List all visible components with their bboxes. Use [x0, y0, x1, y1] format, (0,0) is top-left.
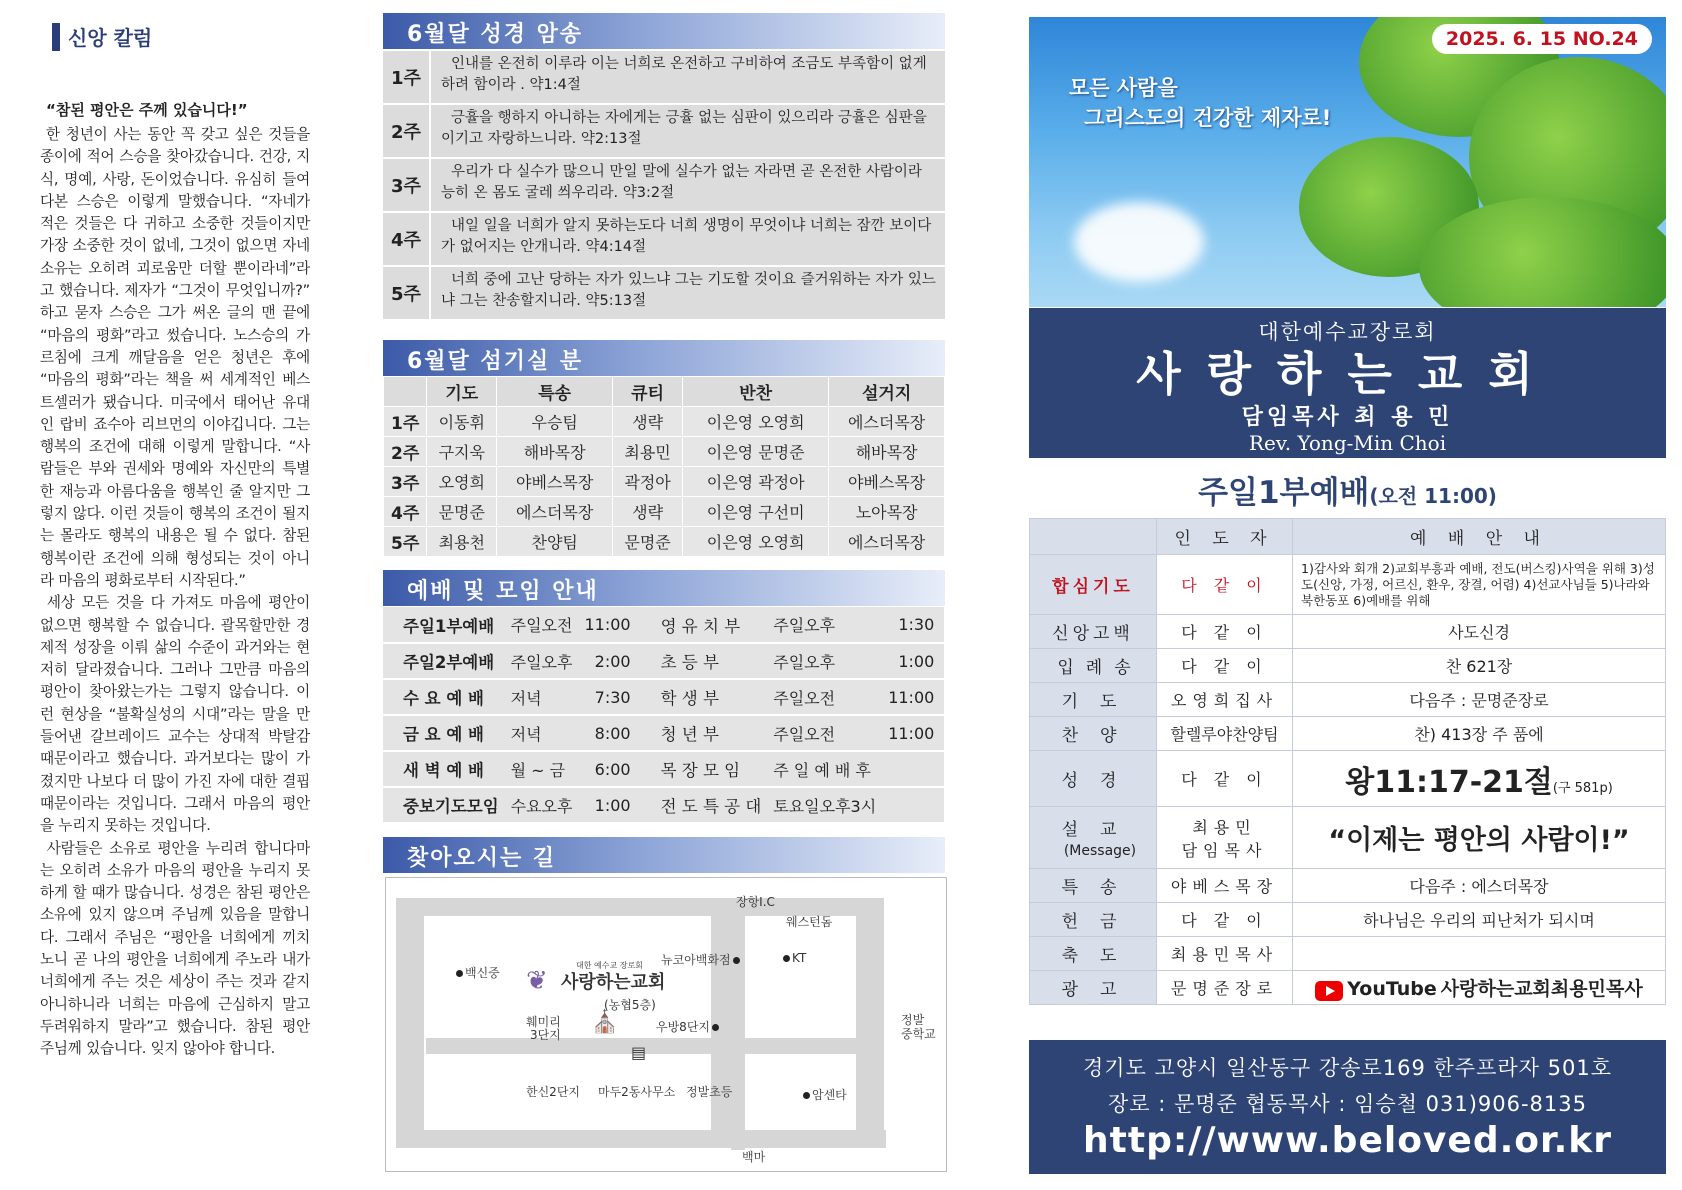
map-label-ubang: 우방8단지: [656, 1018, 721, 1035]
duty-week: 5주: [384, 527, 427, 557]
duty-cell: 해바목장: [497, 437, 613, 467]
directions-header: 찾아오시는 길: [383, 837, 945, 873]
cloud: [1074, 202, 1204, 282]
faith-column: [40, 22, 310, 1060]
order-item: [1030, 751, 1157, 807]
meeting-time: 1:00: [882, 643, 944, 679]
meeting-time: 1:30: [882, 607, 944, 643]
order-guide-text: 찬) 413장 주 품에: [1414, 725, 1544, 744]
duty-cell: 구지욱: [427, 437, 497, 467]
duty-cell: 해바목장: [829, 437, 945, 467]
map-label-madu: 마두2동사무소: [598, 1085, 676, 1099]
duty-table-header: [384, 377, 945, 407]
meeting-time: 11:00: [578, 607, 640, 643]
meeting-day: 주일오전: [505, 607, 579, 643]
slogan-line2: 그리스도의 건강한 제자로!: [1084, 106, 1332, 130]
duty-table: [383, 376, 945, 557]
column-header-label: 신앙 칼럼: [68, 26, 153, 50]
verse-text: 우리가 다 실수가 많으니 만일 말에 실수가 없는 자라면 곧 온전한 사람이라 능히 온 몸도 굴레 씌우리라. 약3:2절: [441, 164, 922, 201]
road: [856, 898, 884, 1148]
staff-contact: 장로 : 문명준 협동목사 : 임승철 031)906-8135: [1107, 1092, 1587, 1116]
order-guide-text: 사도신경: [1448, 623, 1510, 642]
meeting-name: 금 요 예 배: [383, 715, 505, 751]
duty-row: [384, 497, 945, 527]
order-row: [1030, 971, 1666, 1005]
order-item-label: 광고: [1061, 980, 1139, 1000]
order-header: [1030, 519, 1666, 555]
address: 경기도 고양시 일산동구 강송로169 한주프라자 501호: [1083, 1056, 1612, 1080]
duty-col-header: 설거지: [829, 377, 945, 407]
header-bar: [52, 23, 60, 51]
order-item: [1030, 937, 1157, 971]
order-item: [1030, 649, 1157, 683]
meeting-day: 저녁: [505, 715, 579, 751]
order-guide: [1293, 683, 1666, 717]
verse-week: 5주: [383, 267, 431, 319]
meeting-row: [383, 607, 944, 643]
verse-table: [383, 51, 945, 321]
order-leader: [1157, 971, 1293, 1005]
verse-week: 1주: [383, 51, 431, 103]
date-badge: 2025. 6. 15 NO.24: [1432, 24, 1652, 54]
meeting-time: 8:00: [578, 715, 640, 751]
duty-cell: 오영희: [427, 467, 497, 497]
duty-cell: 에스더목장: [829, 527, 945, 557]
duty-cell: 야베스목장: [829, 467, 945, 497]
order-guide: [1293, 751, 1666, 807]
duty-cell: 최용천: [427, 527, 497, 557]
meeting-time: [882, 787, 944, 823]
duty-week: 2주: [384, 437, 427, 467]
order-guide-text: 다음주 : 에스더목장: [1409, 877, 1549, 896]
order-item-label: 찬양: [1061, 726, 1139, 746]
meetings-table: [383, 607, 944, 824]
order-leader-name: 할렐루야찬양팀: [1170, 725, 1279, 744]
order-guide-text: “이제는 평안의 사람이!”: [1328, 825, 1630, 856]
order-leader-name: 다 같 이: [1181, 623, 1268, 642]
duty-week: 3주: [384, 467, 427, 497]
col-lead: 인 도 자: [1157, 519, 1293, 555]
duty-cell: 생략: [613, 497, 683, 527]
church-name: 사랑하는교회: [1136, 347, 1559, 401]
website-link[interactable]: http://www.beloved.or.kr: [1083, 1120, 1612, 1161]
order-guide-text: 하나님은 우리의 피난처가 되시며: [1363, 911, 1595, 930]
duty-week: 4주: [384, 497, 427, 527]
order-row: [1030, 751, 1666, 807]
order-item: [1030, 555, 1157, 615]
order-item-label: 기도: [1061, 692, 1139, 712]
order-leader-name: 다 같 이: [1181, 576, 1268, 595]
meeting-row: [383, 643, 944, 679]
order-item: [1030, 807, 1157, 869]
meeting-day: 주일오전: [767, 715, 882, 751]
order-item-label: 헌금: [1061, 912, 1139, 932]
road: [396, 898, 424, 1148]
order-item-label: 성경: [1061, 771, 1139, 791]
meeting-name: 청 년 부: [641, 715, 768, 751]
order-row: [1030, 807, 1666, 869]
order-leader: [1157, 937, 1293, 971]
meeting-name: 학 생 부: [641, 679, 768, 715]
order-leader: [1157, 751, 1293, 807]
order-row: [1030, 555, 1666, 615]
duty-cell: 이은영 오영희: [683, 527, 829, 557]
meeting-name: 영 유 치 부: [641, 607, 768, 643]
order-leader-name: 오영희집사: [1170, 691, 1279, 710]
verse-text: 내일 일을 너희가 알지 못하는도다 너희 생명이 무엇이냐 너희는 잠깐 보이다가 없어지는 안개니라. 약4:14절: [441, 218, 932, 255]
verse-row: [383, 105, 945, 159]
verse-text: 인내를 온전히 이루라 이는 너희로 온전하고 구비하여 조금도 부족함이 없게 하려 함이라 . 약1:4절: [441, 56, 927, 93]
meeting-row: [383, 787, 944, 823]
order-row: [1030, 937, 1666, 971]
order-item-label: 입례송: [1057, 658, 1143, 678]
map-label-jeongbal-elem: 정발초등: [686, 1085, 733, 1099]
order-item: [1030, 717, 1157, 751]
order-guide: [1293, 615, 1666, 649]
meeting-time: 1:00: [578, 787, 640, 823]
meeting-row: [383, 679, 944, 715]
duty-cell: 문명준: [613, 527, 683, 557]
directions-map: [385, 877, 947, 1172]
map-label-newcore: 뉴코아백화점: [661, 951, 742, 968]
order-guide: [1293, 937, 1666, 971]
pastor-name-en: Rev. Yong-Min Choi: [1248, 431, 1447, 455]
crosswalk-icon: ▤: [631, 1043, 647, 1062]
order-leader-name: 최용민: [1192, 817, 1257, 837]
youtube-icon[interactable]: [1315, 981, 1343, 1001]
order-guide: [1293, 649, 1666, 683]
duty-cell: 이은영 곽정아: [683, 467, 829, 497]
order-row: [1030, 869, 1666, 903]
meeting-day: 수요오후: [505, 787, 579, 823]
order-item: [1030, 971, 1157, 1005]
order-guide: [1293, 903, 1666, 937]
order-guide: [1293, 807, 1666, 869]
verse-row: [383, 213, 945, 267]
meeting-name: 주일2부예배: [383, 643, 505, 679]
pastor-name: 담임목사 최 용 민: [1241, 405, 1454, 430]
order-item: [1030, 869, 1157, 903]
verses-header: 6월달 성경 암송: [383, 13, 945, 49]
meeting-name: 수 요 예 배: [383, 679, 505, 715]
order-leader: [1157, 717, 1293, 751]
order-of-worship: [1029, 518, 1666, 1005]
order-guide-text: 왕11:17-21절: [1345, 764, 1553, 800]
column-header: [52, 22, 310, 51]
map-label-baeksin: 백신중: [454, 964, 500, 981]
map-label-baekma: 백마: [742, 1150, 766, 1164]
verse-week: 2주: [383, 105, 431, 157]
map-church-name: 사랑하는교회: [561, 972, 666, 993]
meeting-day: 토요일오후3시: [767, 787, 882, 823]
verse-text: 긍휼을 행하지 아니하는 자에게는 긍휼 없는 심판이 있으리라 긍휼은 심판을 이기고 자랑하느니라. 약2:13절: [441, 110, 927, 147]
meeting-day: 월 ~ 금: [505, 751, 579, 787]
order-leader: [1157, 869, 1293, 903]
order-leader: [1157, 649, 1293, 683]
duty-col-header: 반찬: [683, 377, 829, 407]
meeting-time: 11:00: [882, 679, 944, 715]
order-guide-text: 1)감사와 회개 2)교회부흥과 예배, 전도(버스킹)사역을 위해 3)성도(신앙, 가정, 어르신, 환우, 장결, 어렴) 4)선교사님들 5)나라와 북한동포 6)예배를 위해: [1301, 560, 1655, 608]
denomination: 대한예수교장로회: [1258, 320, 1437, 344]
map-label-cancer: 암센타: [801, 1086, 847, 1103]
slogan-line1: 모든 사람을: [1069, 76, 1178, 100]
map-label-hanshin: 한신2단지: [526, 1085, 581, 1099]
order-item-label: 신앙고백: [1052, 624, 1134, 644]
meeting-day: 주일오후: [505, 643, 579, 679]
order-guide-note: (구 581p): [1552, 780, 1613, 796]
youtube-channel[interactable]: 사랑하는교회최용민목사: [1440, 978, 1643, 1000]
order-row: [1030, 903, 1666, 937]
map-label-humiri: 훼미리 3단지: [526, 1015, 561, 1042]
order-leader: [1157, 615, 1293, 649]
duty-cell: 찬양팀: [497, 527, 613, 557]
order-item-label: 축도: [1061, 946, 1139, 966]
order-row: [1030, 615, 1666, 649]
duty-cell: 문명준: [427, 497, 497, 527]
essay-title: “참된 평안은 주께 있습니다!”: [46, 101, 248, 119]
map-church-sub: 대한 예수교 장로회: [576, 961, 643, 970]
duty-cell: 이은영 문명준: [683, 437, 829, 467]
order-guide: [1293, 717, 1666, 751]
meeting-day: 주일오전: [767, 679, 882, 715]
order-guide: [1293, 869, 1666, 903]
duty-cell: 최용민: [613, 437, 683, 467]
duty-cell: 에스더목장: [497, 497, 613, 527]
order-item-label: 설교: [1061, 820, 1139, 840]
meeting-name: 새 벽 예 배: [383, 751, 505, 787]
duty-cell: 생략: [613, 407, 683, 437]
order-leader: [1157, 683, 1293, 717]
footer: [1029, 1040, 1666, 1174]
order-item: [1030, 903, 1157, 937]
meeting-row: [383, 751, 944, 787]
order-leader: [1157, 555, 1293, 615]
duty-cell: 이은영 오영희: [683, 407, 829, 437]
map-label-jhic: 장항I.C: [736, 895, 775, 909]
order-leader: [1157, 807, 1293, 869]
meeting-day: 주일오후: [767, 643, 882, 679]
duty-cell: 곽정아: [613, 467, 683, 497]
order-leader: [1157, 903, 1293, 937]
order-row: [1030, 717, 1666, 751]
meeting-name: 전 도 특 공 대: [641, 787, 768, 823]
meeting-time: 7:30: [578, 679, 640, 715]
map-label-jeongbal-mid: 정발 중학교: [901, 1013, 936, 1041]
meeting-name: 목 장 모 임: [641, 751, 768, 787]
duty-row: [384, 437, 945, 467]
col-guide: 예 배 안 내: [1293, 519, 1666, 555]
duty-col-header: 특송: [497, 377, 613, 407]
road: [731, 900, 745, 1150]
verse-row: [383, 267, 945, 321]
meetings-header: 예배 및 모임 안내: [383, 570, 945, 606]
road: [396, 1130, 886, 1148]
verse-row: [383, 159, 945, 213]
order-item-label: 합심기도: [1052, 577, 1134, 597]
meeting-time: 11:00: [882, 715, 944, 751]
church-building-icon: ⛪: [591, 1010, 619, 1035]
order-guide: [1293, 555, 1666, 615]
meeting-day: 주일오후: [767, 607, 882, 643]
meeting-row: [383, 715, 944, 751]
duty-cell: 노아목장: [829, 497, 945, 527]
duty-cell: 이은영 구선미: [683, 497, 829, 527]
meeting-time: [882, 751, 944, 787]
map-label-nonghyup: (농협5층): [604, 998, 656, 1012]
meeting-name: 주일1부예배: [383, 607, 505, 643]
meeting-day: 저녁: [505, 679, 579, 715]
map-label-westerndom: 웨스턴돔: [786, 915, 833, 929]
meeting-time: 6:00: [578, 751, 640, 787]
duty-corner: [384, 377, 427, 407]
meeting-name: 중보기도모임: [383, 787, 505, 823]
duty-col-header: 기도: [427, 377, 497, 407]
order-item: [1030, 683, 1157, 717]
duty-cell: 우승팀: [497, 407, 613, 437]
duty-row: [384, 467, 945, 497]
order-item-label: 특송: [1061, 878, 1139, 898]
order-leader-name: 다 같 이: [1181, 770, 1268, 789]
youtube-label: YouTube: [1347, 978, 1437, 1000]
order-leader-name: 야베스목장: [1170, 877, 1279, 896]
duty-row: [384, 527, 945, 557]
meeting-day: 주 일 예 배 후: [767, 751, 882, 787]
church-band: [1029, 308, 1666, 458]
order-leader-title: 담임목사: [1181, 840, 1268, 860]
order-row: [1030, 649, 1666, 683]
verse-week: 4주: [383, 213, 431, 265]
order-item: [1030, 615, 1157, 649]
order-leader-name: 다 같 이: [1181, 657, 1268, 676]
order-guide-text: 다음주 : 문명준장로: [1409, 691, 1549, 710]
verse-row: [383, 51, 945, 105]
order-item-sub: (Message): [1063, 843, 1137, 859]
duty-cell: 이동휘: [427, 407, 497, 437]
duty-cell: 에스더목장: [829, 407, 945, 437]
verse-text: 너희 중에 고난 당하는 자가 있느냐 그는 기도할 것이요 즐거워하는 자가 있느냐 그는 찬송할지니라. 약5:13절: [441, 272, 936, 309]
duty-header: 6월달 섬기실 분: [383, 340, 945, 376]
order-row: [1030, 683, 1666, 717]
duty-col-header: 큐티: [613, 377, 683, 407]
verse-week: 3주: [383, 159, 431, 211]
duty-cell: 야베스목장: [497, 467, 613, 497]
map-label-kt: KT: [781, 951, 806, 965]
church-logo-icon: ❦: [526, 966, 548, 996]
service-title: 주일1부예배(오전 11:00): [1198, 475, 1497, 511]
order-leader-name: 최용민목사: [1170, 945, 1279, 964]
essay-body: 한 청년이 사는 동안 꼭 갖고 싶은 것들을 종이에 적어 스승을 찾아갔습니다. 건강, 지식, 명예, 사랑, 돈이었습니다. 유심히 들여다본 스승은 이렇게 말했습니다. “자네가 적은 것들은 다 귀하고 소중한 것들이지만 가장 소중한 것이 없네, 그것이 없으면 자네 소유는 오히려 괴로움만 더할 뿐이라네”라고 했습니다. 제자가 “그것이 무엇입니까?” 하고 묻자 스승은 그가 써온 글의 맨 끝에 “마음의 평화”라고 썼습니다. 노스승의 가르침에 크게 깨달음을 얻은 청년은 후에 “마음의 평화”라는 책을 써 세계적인 베스트셀러가 됐습니다. 미국에서 태어난 유대인 랍비 죠수아 리브먼의 이야깁니다. 그는 행복의 조건에 대해 이렇게 말합니다. “사람들은 부와 권세와 명예와 자신만의 특별한 재능과 아름다움을 행복인 줄 알지만 그렇지 않다. 이런 것들이 행복의 조건이 될지는 몰라도 행복의 내용은 될 수 없다. 참된 행복이란 조건에 의해 형성되는 것이 아니라 마음의 평화로부터 시작된다.” 세상 모든 것을 다 가져도 마음에 평안이 없으면 행복할 수 없습니다. 괄목할만한 경제적 성장을 이뤄 삶의 수준이 과거와는 현저히 달라졌습니다. 그러나 그만큼 마음의 평안이 찾아왔는가는 그렇지 않습니다. 이런 현상을 “불확실성의 시대”라는 말을 만들어낸 갈브레이드 교수는 상대적 박탈감 때문이라고 했습니다. 과거보다는 많이 가졌지만 나보다 더 많이 가진 자에 대한 결핍 때문이라는 것입니다. 그래서 마음의 평안을 누리지 못하는 것입니다. 사람들은 소유로 평안을 누리려 합니다마는 오히려 소유가 마음의 평안을 누리지 못하게 할 때가 많습니다. 성경은 참된 평안은 소유에 있지 않으며 주님께 있음을 말합니다. 그래서 주님은 “평안을 너희에게 끼치노니 곧 나의 평안을 너희에게 주노라 내가 너희에게 주는 것은 세상이 주는 것과 같지 아니하니라 너희는 마음에 근심하지 말고 두려워하지 말라”고 했습니다. 참된 평안 주님께 있습니다. 잊지 않아야 합니다.: [40, 126, 310, 1058]
meeting-name: 초 등 부: [641, 643, 768, 679]
order-guide: [1293, 971, 1666, 1005]
meeting-time: 2:00: [578, 643, 640, 679]
duty-week: 1주: [384, 407, 427, 437]
order-leader-name: 다 같 이: [1181, 911, 1268, 930]
duty-row: [384, 407, 945, 437]
cover-image: [1029, 17, 1666, 307]
order-guide-text: 찬 621장: [1445, 657, 1513, 676]
order-leader-name: 문명준장로: [1170, 979, 1279, 998]
